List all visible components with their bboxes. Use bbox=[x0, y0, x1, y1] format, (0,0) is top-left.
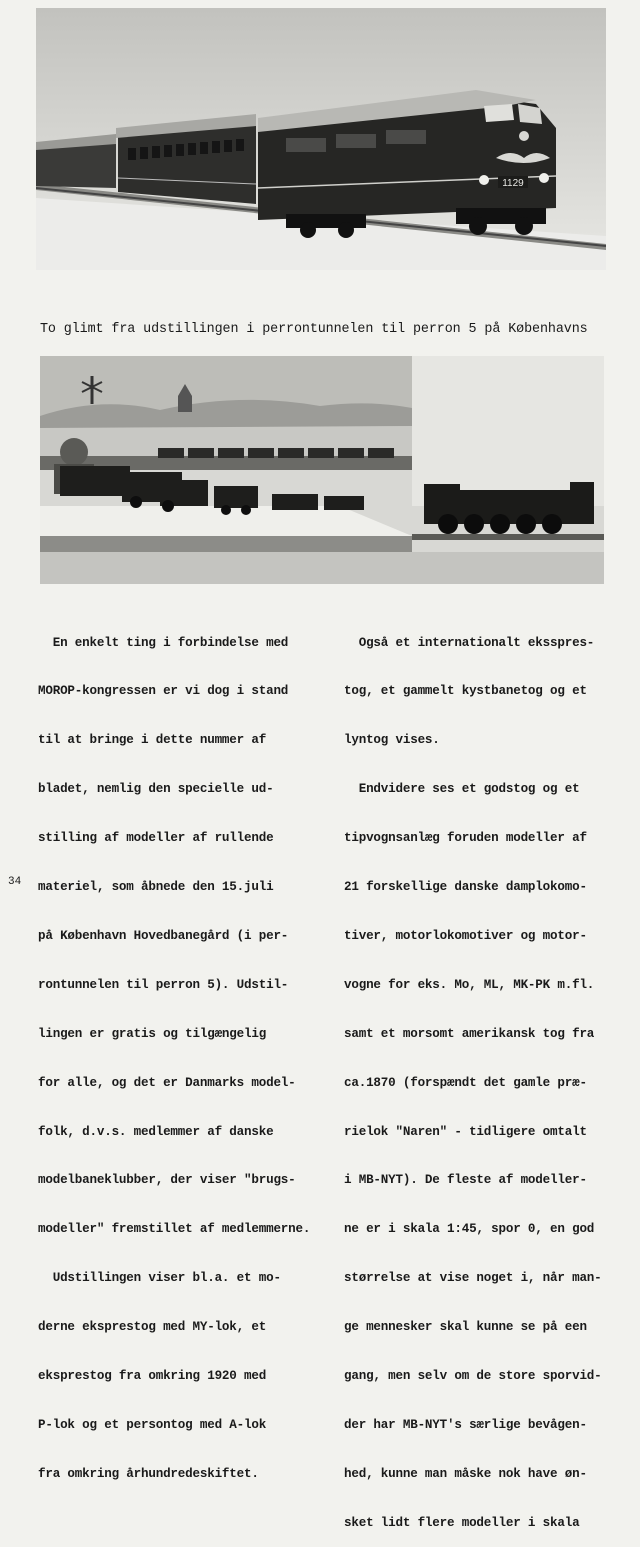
article-line: rontunnelen til perron 5). Udstil- bbox=[38, 977, 289, 992]
article-line: derne eksprestog med MY-lok, et bbox=[38, 1320, 267, 1335]
article-line: tog, et gammelt kystbanetog og et bbox=[344, 684, 587, 699]
article-column-right bbox=[344, 602, 614, 1547]
page-number: 34 bbox=[8, 876, 22, 888]
article-line: der har MB-NYT's særlige bevågen- bbox=[344, 1417, 587, 1432]
article-line: gang, men selv om de store sporvid- bbox=[344, 1368, 602, 1383]
article-line: 21 forskellige danske damplokomo- bbox=[344, 880, 587, 895]
article-line: ge mennesker skal kunne se på een bbox=[344, 1320, 587, 1335]
article-line: Udstillingen viser bl.a. et mo- bbox=[38, 1271, 281, 1286]
article-line: Også et internationalt eksspres- bbox=[344, 635, 595, 650]
article-line: bladet, nemlig den specielle ud- bbox=[38, 782, 274, 797]
article-line: eksprestog fra omkring 1920 med bbox=[38, 1368, 267, 1383]
locomotive-number: 1129 bbox=[502, 178, 524, 189]
photo-exhibition-display bbox=[40, 356, 604, 584]
article-line: P-lok og et persontog med A-lok bbox=[38, 1417, 267, 1432]
article-line: tipvognsanlæg foruden modeller af bbox=[344, 831, 587, 846]
article-line: modeller" fremstillet af medlemmerne. bbox=[38, 1222, 311, 1237]
article-line: for alle, og det er Danmarks model- bbox=[38, 1075, 296, 1090]
article-line: fra omkring århundredeskiftet. bbox=[38, 1466, 259, 1481]
article-line: stilling af modeller af rullende bbox=[38, 831, 274, 846]
photo-my-locomotive-image bbox=[36, 8, 606, 270]
article-line: modelbaneklubber, der viser "brugs- bbox=[38, 1173, 296, 1188]
article-line: vogne for eks. Mo, ML, MK-PK m.fl. bbox=[344, 977, 595, 992]
article-line: materiel, som åbnede den 15.juli bbox=[38, 880, 274, 895]
article-line: ca.1870 (forspændt det gamle præ- bbox=[344, 1075, 587, 1090]
article-line: MOROP-kongressen er vi dog i stand bbox=[38, 684, 289, 699]
article-line: lingen er gratis og tilgængelig bbox=[38, 1026, 267, 1041]
article-line: Endvidere ses et godstog og et bbox=[344, 782, 580, 797]
article-line: lyntog vises. bbox=[344, 733, 440, 748]
photo-exhibition-display-image bbox=[40, 356, 604, 584]
caption-line: To glimt fra udstillingen i perrontunnelen til perron 5 på Københavns bbox=[40, 321, 588, 337]
article-line: sket lidt flere modeller i skala bbox=[344, 1515, 580, 1530]
photo-my-locomotive bbox=[36, 8, 606, 270]
article-line: ne er i skala 1:45, spor 0, en god bbox=[344, 1222, 595, 1237]
article-line: på København Hovedbanegård (i per- bbox=[38, 928, 289, 943]
article-line: samt et morsomt amerikansk tog fra bbox=[344, 1026, 595, 1041]
article-line: til at bringe i dette nummer af bbox=[38, 733, 267, 748]
article-line: folk, d.v.s. medlemmer af danske bbox=[38, 1124, 274, 1139]
article-line: En enkelt ting i forbindelse med bbox=[38, 635, 289, 650]
article-line: størrelse at vise noget i, når man- bbox=[344, 1271, 602, 1286]
article-line: rielok "Naren" - tidligere omtalt bbox=[344, 1124, 587, 1139]
article-line: i MB-NYT). De fleste af modeller- bbox=[344, 1173, 587, 1188]
article-line: hed, kunne man måske nok have øn- bbox=[344, 1466, 587, 1481]
article-column-left bbox=[38, 602, 318, 1498]
article-line: tiver, motorlokomotiver og motor- bbox=[344, 928, 587, 943]
